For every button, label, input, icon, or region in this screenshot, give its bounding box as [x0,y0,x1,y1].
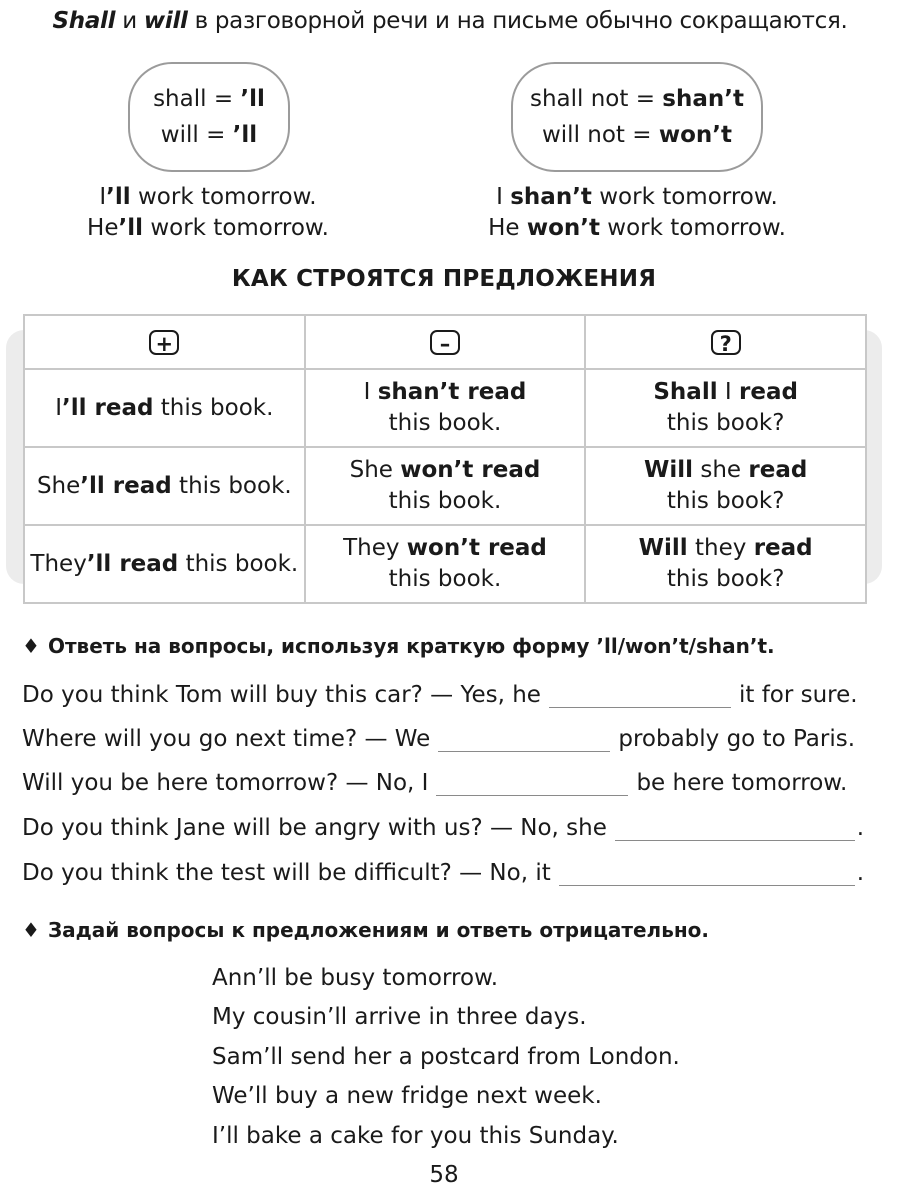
contraction-will-not-form: won’t [658,122,732,148]
example-rest: work tomorrow. [599,215,786,241]
intro-text [0,8,900,34]
exercise-line-1 [22,678,864,708]
question-ending: . [856,860,864,886]
answer-blank[interactable] [559,865,855,886]
exercise-line-3 [22,766,864,796]
example-line [60,182,356,213]
intro-and: и [115,8,144,34]
question-ending: . [856,815,864,841]
cell-question: Will they read this book? [585,525,866,603]
contraction-shall-line [130,81,288,117]
contraction-will-form: ’ll [232,122,258,148]
sentence-item: Sam’ll send her a postcard from London. [212,1043,680,1070]
task-1-text: Ответь на вопросы, используя краткую форму ’ll/won’t/shan’t. [47,634,775,658]
task-1-instruction [22,634,775,658]
intro-will: will [143,8,188,34]
cell-affirmative: I’ll read this book. [24,369,305,447]
examples-positive [60,182,356,244]
contraction-will-label: will = [160,122,233,148]
example-contraction: shan’t [510,184,592,210]
diamond-icon: ♦ [22,918,40,942]
example-line [468,213,806,244]
answer-blank[interactable] [615,820,855,841]
table-row [24,525,866,603]
contraction-box-negative [511,62,763,172]
header-question [585,315,866,369]
contraction-shall-label: shall = [153,86,241,112]
contraction-will-not-line [513,117,761,153]
intro-rest: в разговорной речи и на письме обычно сокращаются. [187,8,848,34]
contraction-shall-not-form: shan’t [662,86,744,112]
task-2-instruction [22,918,709,942]
cell-question: Will she read this book? [585,447,866,525]
sentence-item: Ann’ll be busy tomorrow. [212,965,499,991]
table-header-row [24,315,866,369]
question-text: Do you think the test will be difficult? — No, it [22,860,551,886]
answer-blank[interactable] [549,687,731,708]
table-row [24,369,866,447]
question-text: Do you think Jane will be angry with us? — No, she [22,815,607,841]
cell-negative: I shan’t read this book. [305,369,586,447]
question-ending: be here tomorrow. [636,770,848,796]
examples-negative [468,182,806,244]
example-subject: He [488,215,527,241]
question-ending: probably go to Paris. [618,726,856,752]
header-affirmative [24,315,305,369]
plus-icon: + [149,330,179,355]
diamond-icon: ♦ [22,634,40,658]
page-number: 58 [429,1162,459,1188]
cell-question: Shall I read this book? [585,369,866,447]
answer-blank[interactable] [438,731,610,752]
exercise-sentences [212,959,680,1156]
example-contraction: won’t [526,215,600,241]
sentence-item: I’ll bake a cake for you this Sunday. [212,1122,619,1149]
answer-blank[interactable] [436,775,628,796]
task-2-text: Задай вопросы к предложениям и ответь отрицательно. [47,918,709,942]
sentence-item: We’ll buy a new fridge next week. [212,1083,602,1110]
question-ending: it for sure. [738,682,858,708]
minus-icon: – [430,330,460,355]
contraction-will-line [130,117,288,153]
example-line [60,213,356,244]
header-negative [305,315,586,369]
exercise-line-5 [22,856,864,886]
question-text: Do you think Tom will buy this car? — Yes, he [22,682,541,708]
question-icon: ? [711,330,741,355]
contraction-box-positive [128,62,290,172]
cell-affirmative: She’ll read this book. [24,447,305,525]
grammar-table [23,314,867,604]
example-subject: He [87,215,119,241]
example-contraction: ’ll [118,215,144,241]
example-line [468,182,806,213]
table-row [24,447,866,525]
example-subject: I [496,184,511,210]
sentence-item: My cousin’ll arrive in three days. [212,1004,587,1031]
example-rest: work tomorrow. [130,184,317,210]
cell-affirmative: They’ll read this book. [24,525,305,603]
exercise-line-4 [22,811,864,841]
example-subject: I [99,184,107,210]
intro-shall: Shall [52,8,116,34]
contraction-shall-form: ’ll [240,86,265,112]
contraction-shall-not-line [513,81,761,117]
cell-negative: She won’t read this book. [305,447,586,525]
contraction-shall-not-label: shall not = [529,86,663,112]
question-text: Where will you go next time? — We [22,726,431,752]
example-rest: work tomorrow. [143,215,329,241]
question-text: Will you be here tomorrow? — No, I [22,770,429,796]
section-title: КАК СТРОЯТСЯ ПРЕДЛОЖЕНИЯ [231,266,657,292]
contraction-will-not-label: will not = [541,122,659,148]
exercise-line-2 [22,722,864,752]
cell-negative: They won’t read this book. [305,525,586,603]
example-rest: work tomorrow. [591,184,778,210]
example-contraction: ’ll [106,184,131,210]
